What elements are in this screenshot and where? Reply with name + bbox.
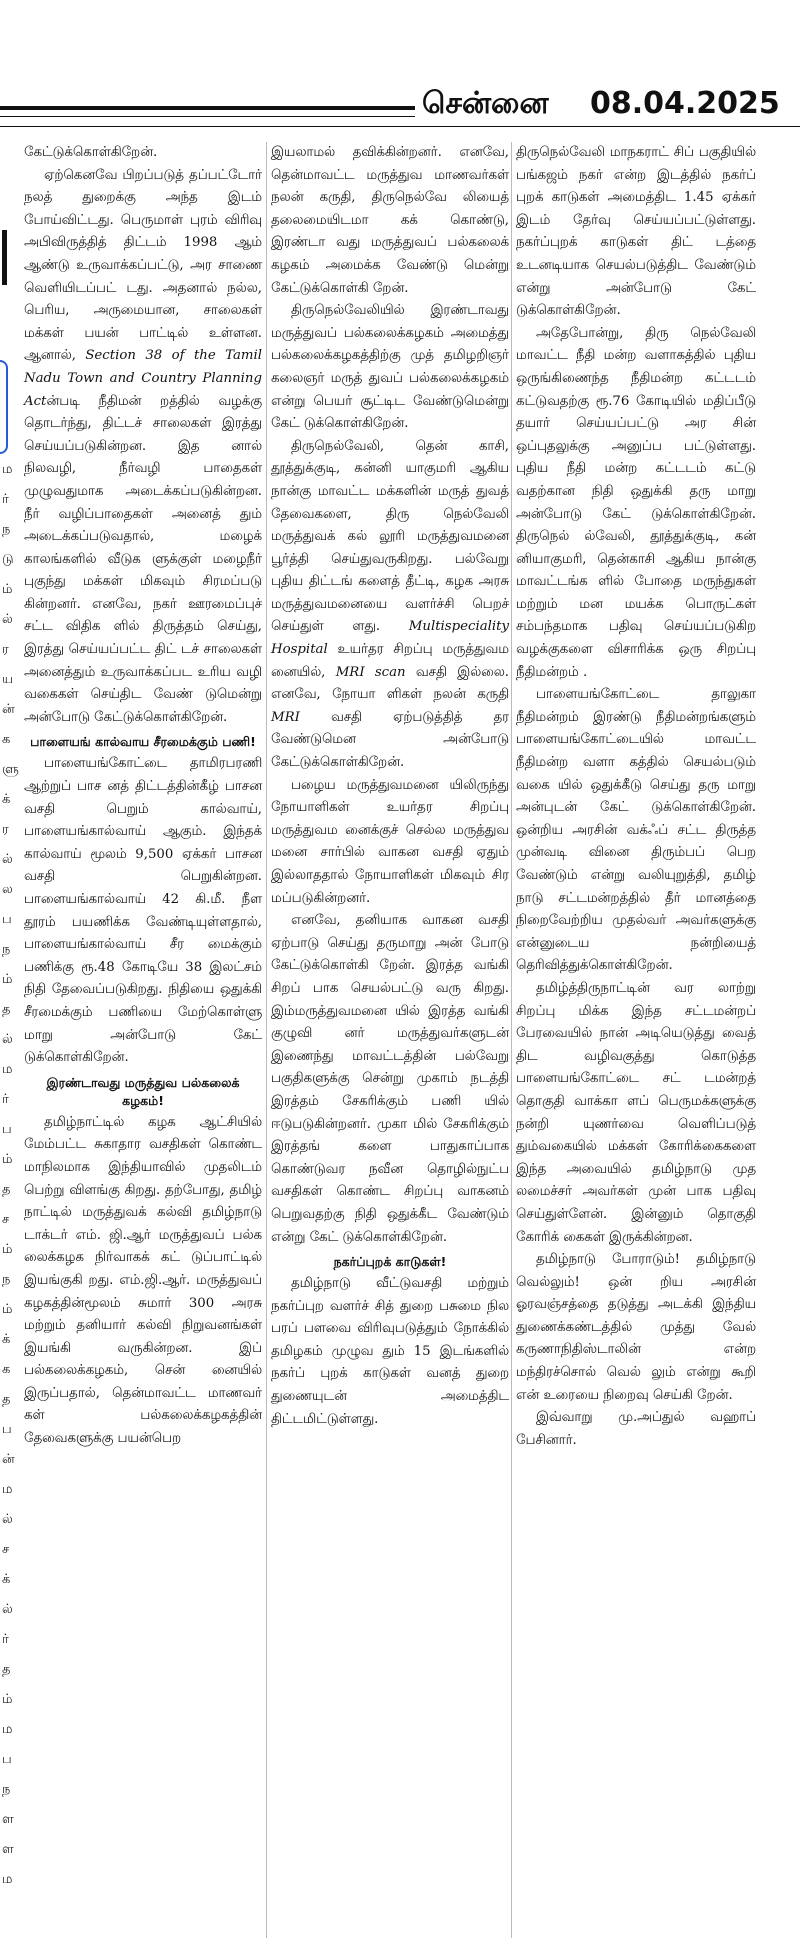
left-edge-char: க் bbox=[2, 1332, 11, 1347]
subheading: பாளையங் கால்வாய சீரமைக்கும் பணி! bbox=[30, 734, 256, 750]
left-edge-char: டு bbox=[2, 552, 14, 567]
masthead bbox=[0, 84, 800, 130]
left-edge-char: ல bbox=[2, 882, 13, 897]
left-edge-char: ம bbox=[2, 1062, 13, 1077]
left-edge-char: த bbox=[2, 1662, 11, 1677]
left-edge-char: ம bbox=[2, 1722, 13, 1737]
text: வசதி இல்லை. எனவே, நோயா ளிகள் நலன் கருதி bbox=[271, 664, 510, 703]
left-edge-char: ல் bbox=[2, 852, 13, 867]
column-divider bbox=[266, 142, 267, 1938]
text: உயர்தர சிறப்பு மருத்துவம னையில், bbox=[271, 642, 509, 680]
paragraph: எனவே, தனியாக வாகன வசதி ஏற்பாடு செய்து தருமாறு அன் போடு கேட்டுக்கொள்கி றேன். இரத்த வங்கி சிறப் பாக செயல்பட்டு வரு கிறது. இம்மருத்துவமனை யில் இரத்த வங்கி குழுவி னர் மருத்துவர்களுடன் இணைந்து மாவட்டத்தின் பல்வேறு பகுதிகளுக்கு சென்று முகாம் நடத்தி இரத்தம் சேகரிக்கும் பணி யில் ஈடுபடுகின்றனர். முகா மில் சேகரிக்கும் இரத்தங் களை பாதுகாப்பாக கொண்டுவர நவீன தொழில்நுட்ப வசதிகள் கொண்ட சிறப்பு வாகனம் பெறுவதற்கு நிதி ஒதுக்கீட வேண்டும் என்று கேட் டுக்கொள்கிறேன். bbox=[271, 913, 509, 1245]
left-edge-char: ல் bbox=[2, 1032, 13, 1047]
article-column-1 bbox=[24, 142, 262, 1938]
left-edge-char: ந bbox=[2, 942, 11, 957]
paragraph bbox=[24, 165, 262, 730]
left-edge-char: ப bbox=[2, 1422, 12, 1437]
left-edge-char: ந bbox=[2, 1782, 11, 1797]
left-edge-char: ம bbox=[2, 462, 13, 477]
left-edge-char: க bbox=[2, 1362, 11, 1377]
paragraph: திருநெல்வேலியில் இரண்டாவது மருத்துவப் பல்கலைக்கழகம் அமைத்து பல்கலைக்கழகத்திற்கு முத் தமிழறிஞர் கலைஞர் மருத் துவப் பல்கலைக்கழகம் என்று பெயர் சூட்டிட வேண்டுமென்று கேட் டுக்கொள்கிறேன். bbox=[271, 303, 509, 432]
left-edge-char: ம bbox=[2, 1482, 13, 1497]
left-edge-char: ம் bbox=[2, 1692, 13, 1707]
left-edge-char: ந bbox=[2, 522, 11, 537]
paragraph: தமிழ்நாடு போராடும்! தமிழ்நாடு வெல்லும்! ஒன் றிய அரசின் ஓரவஞ்சத்தை தடுத்து அடக்கி இந்திய துணைக்கண்டத்தில் முத்து வேல் கருணாநிதிஸ்டாலின் என்ற மந்திரச்சொல் வெல் லும் என்று கூறி என் உரையை நிறைவு செய்கி றேன். bbox=[516, 1252, 756, 1403]
masthead-date: 08.04.2025 bbox=[590, 86, 780, 121]
italic-text: Section 38 of the Tamil Nadu Town and Country Planning Act bbox=[24, 348, 263, 409]
left-edge-char: ம bbox=[2, 1872, 13, 1887]
left-edge-char: ம் bbox=[2, 582, 13, 597]
paragraph: இவ்வாறு மு.அப்துல் வஹாப் பேசினார். bbox=[516, 1410, 756, 1448]
paragraph: பழைய மருத்துவமனை யிலிருந்து நோயாளிகள் உயர்தர சிறப்பு மருத்துவம னைக்குச் செல்ல மருத்துவ மனை சார்பில் வாகன வசதி ஏதும் இல்லாததால் நோயாளிகள் மிகவும் சிர மப்படுகின்றனர். bbox=[271, 777, 509, 906]
left-edge-char: ம் bbox=[2, 972, 13, 987]
masthead-city: சென்னை bbox=[422, 86, 549, 121]
left-edge-char: த bbox=[2, 1182, 11, 1197]
blue-frame-fragment bbox=[0, 360, 8, 454]
paragraph: தமிழ்நாட்டில் கழக ஆட்சியில் மேம்பட்ட சுகாதார வசதிகள் கொண்ட மாநிலமாக இந்தியாவில் முதலிடம் பெற்று விளங்கு கிறது. தற்போது, தமிழ் நாட்டில் மருத்துவக் கல்வி தமிழ்நாடு டாக்டர் எம். ஜி.ஆர் மருத்துவப் பல்க லைக்கழக நிர்வாகக் கட் டுப்பாட்டில் இயங்குகி றது. எம்.ஜி.ஆர். மருத்துவப் கழகத்தின்மூலம் சுமார் 300 அரசு மற்றும் தனியார் கல்வி நிறுவனங்கள் இயங்கி வருகின்றன. இப் பல்கலைக்கழகம், சென் னையில் இருப்பதால், தென்மாவட்ட மாணவர் கள் பல்கலைக்கழகத்தின் தேவைகளுக்கு பயன்பெற bbox=[24, 1114, 262, 1447]
paragraph bbox=[271, 436, 509, 775]
paragraph: இயலாமல் தவிக்கின்றனர். எனவே, தென்மாவட்ட மருத்துவ மாணவர்கள் நலன் கருதி, திருநெல்வே லியைத் தலைமையிடமா கக் கொண்டு, இரண்டா வது மருத்துவப் பல்கலைக் கழகம் அமைக்க வேண்டு மென்று கேட்டுக்கொள்கி றேன். bbox=[271, 145, 509, 296]
left-edge-char: ர bbox=[2, 822, 9, 837]
left-edge-char: த bbox=[2, 1002, 11, 1017]
left-edge-char: ள bbox=[2, 1812, 14, 1827]
left-edge-char: ந bbox=[2, 1272, 11, 1287]
left-edge-char: ச bbox=[2, 1212, 10, 1227]
masthead-underline bbox=[0, 126, 800, 127]
text: ன்படி நீதிமன் றத்தில் வழக்கு தொடர்ந்து, திட்டச் சாலைகள் இரத்து செய்யப்படுகின்றன. இத னால் நிலவழி, நீர்வழி பாதைகள் முழுவதுமாக அடைக்கப்படுகின்றன. நீர் வழிப்பாதைகள் அனைத் தும் அடைக்கப்படுவதால், மழைக் காலங்களில் வீடுக ளுக்குள் மழைநீர் புகுந்து மக்கள் மிகவும் சிரமப்படு கின்றனர். எனவே, நகர் ஊரமைப்புச் சட்ட விதிக ளில் திருத்தம் செய்து, இரத்து செய்யப்பட்ட திட் டச் சாலைகள் அனைத்தும் உருவாக்கப்பட உரிய வழி வகைகள் செய்திட வேண் டுமென்று அன்போடு கேட்டுக்கொள்கிறேன். bbox=[24, 393, 262, 725]
column-divider bbox=[511, 142, 512, 1938]
left-edge-char: ம் bbox=[2, 1302, 13, 1317]
text: வசதி ஏற்படுத்தித் தர வேண்டுமென அன்போடு கேட்டுக்கொள்கிறேன். bbox=[271, 709, 509, 771]
left-edge-char: ப bbox=[2, 1752, 12, 1767]
left-edge-char: ய bbox=[2, 672, 14, 687]
left-edge-char: ப bbox=[2, 912, 12, 927]
left-edge-char: ல் bbox=[2, 612, 13, 627]
masthead-rule-thin bbox=[0, 116, 415, 117]
left-edge-char: ல் bbox=[2, 1602, 13, 1617]
subheading: இரண்டாவது மருத்துவ பல்கலைக் கழகம்! bbox=[46, 1074, 240, 1108]
italic-text: MRI bbox=[271, 709, 300, 725]
left-edge-char: ள bbox=[2, 1842, 14, 1857]
left-edge-char: ளு bbox=[2, 762, 19, 777]
left-edge-char: க bbox=[2, 732, 11, 747]
left-edge-char: ர் bbox=[2, 492, 9, 507]
left-edge-char: ம் bbox=[2, 1152, 13, 1167]
left-edge-char: க் bbox=[2, 1572, 11, 1587]
left-edge-char: த bbox=[2, 1392, 11, 1407]
article-column-3 bbox=[516, 142, 756, 1938]
left-edge-char: ன் bbox=[2, 1452, 15, 1467]
left-edge-char: ம் bbox=[2, 1242, 13, 1257]
exclamation-mark-fragment bbox=[2, 230, 7, 285]
italic-text: MRI scan bbox=[335, 664, 406, 680]
left-edge-char: ர bbox=[2, 642, 9, 657]
left-edge-char: ர் bbox=[2, 1632, 9, 1647]
left-edge-char: ப bbox=[2, 1122, 12, 1137]
paragraph: தமிழ்த்திருநாட்டின் வர லாற்று சிறப்பு மிக்க இந்த சட்டமன்றப் பேரவையில் நான் அடியெடுத்து வைத் திட வழிவகுத்து கொடுத்த பாளையங்கோட்டை சட் டமன்றத் தொகுதி வாக்கா ளப் பெருமக்களுக்கு நன்றி யுணர்வை வெளிப்படுத் தும்வகையில் மக்கள் கோரிக்கைகளை இந்த அவையில் தமிழ்நாடு முத லமைச்சர் அவர்கள் முன் பாக பதிவு செய்துள்ளேன். இன்னும் தொகுதி கோரிக் கைகள் இருக்கின்றன. bbox=[516, 980, 756, 1245]
article-column-2 bbox=[271, 142, 509, 1938]
text: திருநெல்வேலி, தென் காசி, தூத்துக்குடி, கன்னி யாகுமரி ஆகிய நான்கு மாவட்ட மக்களின் மருத் துவத் தேவைகளை, திரு நெல்வேலி மருத்துவக் கல் லூரி மருத்துவமனை பூர்த்தி செய்துவருகிறது. பல்வேறு புதிய திட்டங் களைத் தீட்டி, கழக அரசு மருத்துவமனையை வளர்ச்சி பெறச் செய்துள் ளது. bbox=[271, 438, 509, 635]
left-edge-char: க் bbox=[2, 792, 11, 807]
left-edge-cropped-column bbox=[0, 150, 19, 1930]
italic-text: Multispeciality Hospital bbox=[271, 619, 509, 658]
left-edge-char: ன் bbox=[2, 702, 15, 717]
text: ஏற்கெனவே பிறப்படுத் தப்பட்டோர் நலத் துறைக்கு அந்த இடம் போய்விட்டது. பெருமாள் புரம் விரிவு அபிவிருத்தித் திட்டம் 1998 ஆம் ஆண்டு உருவாக்கப்பட்டு, அர சாணை வெளியிடப்பட் டது. அதனால் நல்ல, பெரிய, அருமையான, சாலைகள் மக்கள் பயன் பாட்டில் உள்ளன. ஆனால், bbox=[24, 167, 262, 364]
masthead-rule bbox=[0, 106, 415, 110]
subheading: நகர்ப்புறக் காடுகள்! bbox=[333, 1254, 447, 1270]
left-edge-char: ச bbox=[2, 1542, 10, 1557]
paragraph: திருநெல்வேலி மாநகராட் சிப் பகுதியில் பங்கஜம் நகர் என்ற இடத்தில் நகர்ப் புறக் காடுகள் அமைத்திட 1.45 ஏக்கர் இடம் தேர்வு செய்யப்பட்டுள்ளது. நகர்ப்புறக் காடுகள் திட் டத்தை உடனடியாக செயல்படுத்திட வேண்டும் என்று அன்போடு கேட் டுக்கொள்கிறேன். bbox=[516, 145, 756, 319]
paragraph: பாளையங்கோட்டை தாலுகா நீதிமன்றம் இரண்டு நீதிமன்றங்களும் பாளையங்கோட்டையில் மாவட்ட நீதிமன்ற வளா கத்தில் செயல்படும் வகை யில் ஒதுக்கீடு செய்து தரு மாறு அன்புடன் கேட் டுக்கொள்கிறேன். ஒன்றிய அரசின் வக்ஃப் சட்ட திருத்த முன்வடி வினை திரும்பப் பெற வேண்டும் என்று வலியுறுத்தி, தமிழ் நாடு சட்டமன்றத்தில் தீர் மானத்தை நிறைவேற்றிய முதல்வர் அவர்களுக்கு என்னுடைய நன்றியைத் தெரிவித்துக்கொள்கிறேன். bbox=[516, 687, 756, 974]
left-edge-char: ர் bbox=[2, 1092, 9, 1107]
paragraph: அதேபோன்று, திரு நெல்வேலி மாவட்ட நீதி மன்ற வளாகத்தில் புதிய ஒருங்கிணைந்த நீதிமன்ற கட்டடம் கட்டுவதற்கு ரூ.76 கோடியில் மதிப்பீடு தயார் செய்யப்பட்டு அர சின் ஒப்புதலுக்கு அனுப்ப பட்டுள்ளது. புதிய நீதி மன்ற கட்டடம் கட்டு வதற்கான நிதி ஒதுக்கி தரு மாறு அன்போடு கேட் டுக்கொள்கிறேன். திருநெல் ல்வேலி, தூத்துக்குடி, கன் னியாகுமரி, தென்காசி ஆகிய நான்கு மாவட்டங்க ளில் போதை மருந்துகள் மற்றும் மன மயக்க பொருட்கள் சம்பந்தமாக பதிவு செய்யப்படுகிற வழக்குகளை விசாரிக்க ஒரு சிறப்பு நீதிமன்றம் . bbox=[516, 325, 756, 680]
paragraph: பாளையங்கோட்டை தாமிரபரணி ஆற்றுப் பாச னத் திட்டத்தின்கீழ் பாசன வசதி பெறும் கால்வாய், பாளையங்கால்வாய் ஆகும். இந்தக் கால்வாய் மூலம் 9,500 ஏக்கர் பாசன வசதி பெறுகின்றன. பாளையங்கால்வாய் 42 கி.மீ. நீள தூரம் பயணிக்க வேண்டியுள்ளதால், பாளையங்கால்வாய் சீர மைக்கும் பணிக்கு ரூ.48 கோடியே 38 இலட்சம் நிதி தேவைப்படுகிறது. நிதியை ஒதுக்கி சீரமைக்கும் பணியை மேற்கொள்ளு மாறு அன்போடு கேட் டுக்கொள்கிறேன். bbox=[24, 756, 262, 1066]
paragraph: கேட்டுக்கொள்கிறேன். bbox=[24, 145, 158, 160]
left-edge-char: ல் bbox=[2, 1512, 13, 1527]
paragraph: தமிழ்நாடு வீட்டுவசதி மற்றும் நகர்ப்புற வளர்ச் சித் துறை பசுமை நில பரப் பளவை விரிவுபடுத்தும் நோக்கில் தமிழகம் முழுவ தும் 15 இடங்களில் நகர்ப் புறக் காடுகள் வனத் துறை துணையுடன் அமைத்திட திட்டமிட்டுள்ளது. bbox=[271, 1276, 509, 1427]
